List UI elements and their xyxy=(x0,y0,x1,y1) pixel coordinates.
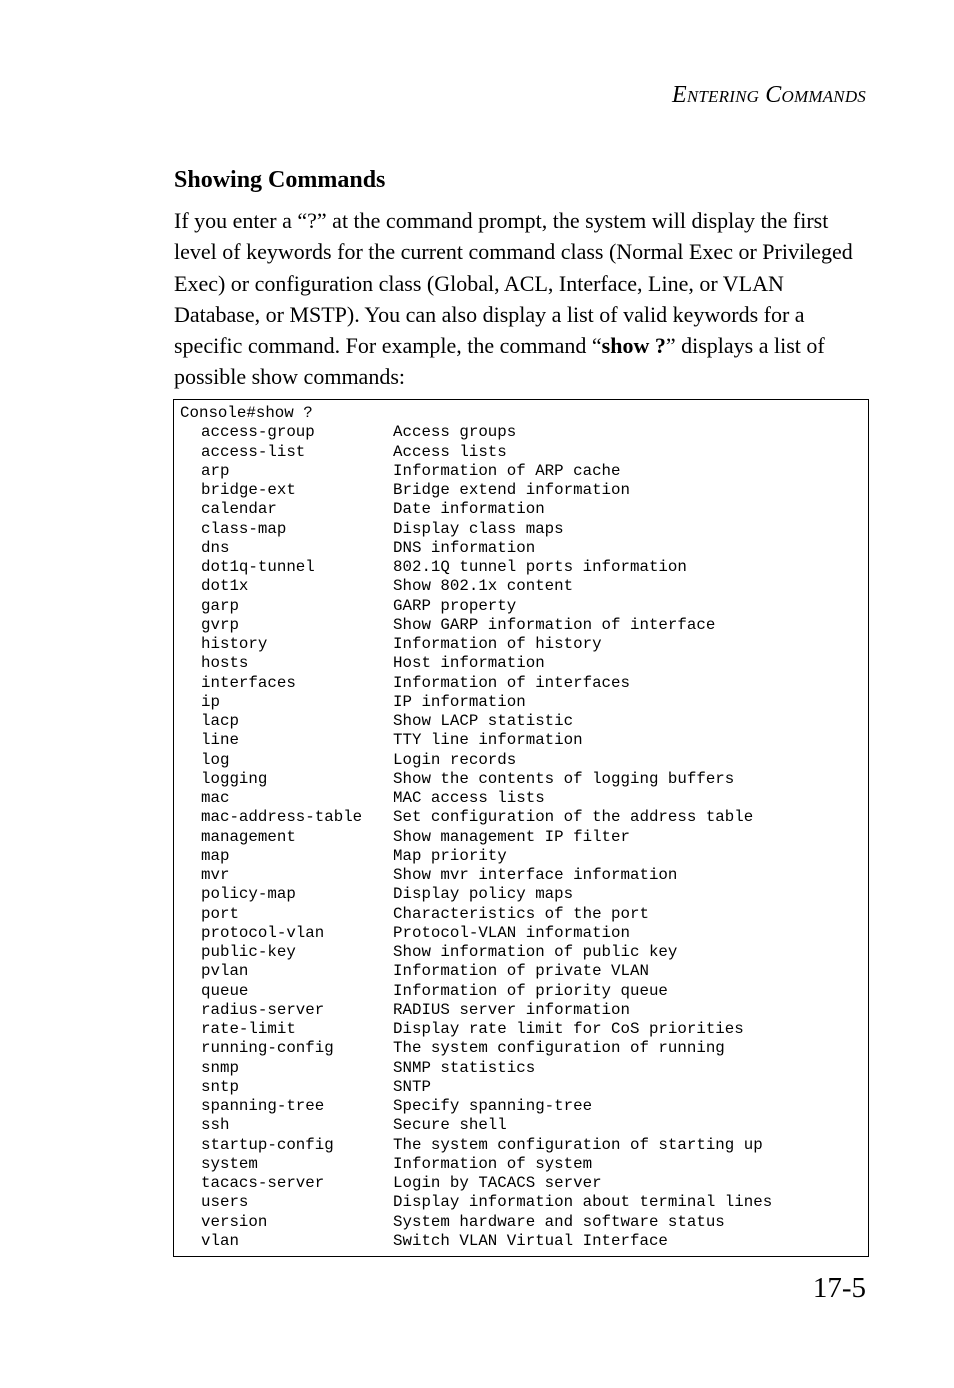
command-description: Display policy maps xyxy=(393,885,574,904)
command-row xyxy=(180,1078,868,1097)
command-row xyxy=(180,443,868,462)
command-description: Show LACP statistic xyxy=(393,712,574,730)
command-description: Show 802.1x content xyxy=(393,577,574,596)
command-keyword: mac xyxy=(201,789,230,807)
command-keyword: dns xyxy=(201,538,230,557)
command-row xyxy=(180,789,868,808)
command-row xyxy=(180,558,868,577)
command-description: SNMP statistics xyxy=(393,1058,536,1077)
command-row xyxy=(180,1155,868,1174)
command-keyword: mac-address-table xyxy=(201,808,363,827)
command-description: SNTP xyxy=(393,1077,431,1096)
command-row xyxy=(180,808,868,827)
command-description: The system configuration of starting up xyxy=(393,1135,763,1154)
running-header: Entering Commands xyxy=(671,82,866,108)
command-keyword: map xyxy=(201,846,230,865)
command-description: Show GARP information of interface xyxy=(393,615,716,634)
command-row xyxy=(180,982,868,1001)
intro-command-bold: show ? xyxy=(601,333,666,359)
command-keyword: ip xyxy=(201,692,220,711)
command-keyword: sntp xyxy=(201,1077,239,1096)
command-description: Access lists xyxy=(393,442,507,461)
command-keyword: users xyxy=(201,1193,249,1212)
command-keyword: line xyxy=(201,731,239,750)
command-row xyxy=(180,866,868,885)
command-keyword: bridge-ext xyxy=(201,481,296,499)
page-number: 17-5 xyxy=(812,1272,866,1304)
command-description: Bridge extend information xyxy=(393,481,630,499)
command-description: Set configuration of the address table xyxy=(393,808,754,827)
console-prompt: Console#show ? xyxy=(180,404,313,422)
command-description: MAC access lists xyxy=(393,789,545,807)
command-description: Show management IP filter xyxy=(393,827,630,846)
command-description: Characteristics of the port xyxy=(393,904,649,923)
command-description: Information of ARP cache xyxy=(393,461,621,480)
command-row xyxy=(180,1193,868,1212)
command-row xyxy=(180,1213,868,1232)
command-keyword: gvrp xyxy=(201,615,239,634)
command-description: The system configuration of running xyxy=(393,1039,725,1058)
command-keyword: management xyxy=(201,827,296,846)
command-keyword: arp xyxy=(201,461,230,480)
command-row xyxy=(180,500,868,519)
command-keyword: dot1x xyxy=(201,577,249,596)
command-row xyxy=(180,481,868,500)
command-description: Protocol-VLAN information xyxy=(393,923,630,942)
command-keyword: calendar xyxy=(201,500,277,519)
command-row xyxy=(180,962,868,981)
command-description: RADIUS server information xyxy=(393,1000,630,1019)
command-description: Information of interfaces xyxy=(393,673,630,692)
command-keyword: dot1q-tunnel xyxy=(201,558,315,576)
command-row xyxy=(180,1020,868,1039)
command-row xyxy=(180,712,868,731)
command-description: 802.1Q tunnel ports information xyxy=(393,558,687,576)
command-keyword: ssh xyxy=(201,1116,230,1135)
command-row xyxy=(180,597,868,616)
command-description: Information of priority queue xyxy=(393,981,668,1000)
command-keyword: log xyxy=(201,750,230,769)
section-title: Showing Commands xyxy=(174,167,386,193)
command-description: Show the contents of logging buffers xyxy=(393,769,735,788)
command-description: Specify spanning-tree xyxy=(393,1097,593,1115)
command-keyword: radius-server xyxy=(201,1000,325,1019)
command-description: Access groups xyxy=(393,423,517,442)
command-keyword: vlan xyxy=(201,1231,239,1250)
command-list xyxy=(180,423,868,1251)
command-row xyxy=(180,828,868,847)
command-description: Login records xyxy=(393,750,517,769)
command-keyword: class-map xyxy=(201,519,287,538)
command-row xyxy=(180,654,868,673)
command-description: Date information xyxy=(393,500,545,519)
command-keyword: protocol-vlan xyxy=(201,923,325,942)
command-row xyxy=(180,674,868,693)
command-description: Switch VLAN Virtual Interface xyxy=(393,1231,668,1250)
command-row xyxy=(180,616,868,635)
command-keyword: version xyxy=(201,1212,268,1231)
command-row xyxy=(180,731,868,750)
command-row xyxy=(180,1136,868,1155)
command-keyword: snmp xyxy=(201,1058,239,1077)
command-keyword: policy-map xyxy=(201,885,296,904)
command-description: System hardware and software status xyxy=(393,1212,725,1231)
command-description: Show information of public key xyxy=(393,943,678,961)
command-description: Information of history xyxy=(393,635,602,653)
command-description: Host information xyxy=(393,654,545,673)
command-row xyxy=(180,1039,868,1058)
command-row xyxy=(180,1097,868,1116)
command-description: Display class maps xyxy=(393,519,564,538)
command-keyword: interfaces xyxy=(201,673,296,692)
command-keyword: pvlan xyxy=(201,962,249,981)
command-row xyxy=(180,577,868,596)
command-keyword: queue xyxy=(201,981,249,1000)
command-row xyxy=(180,770,868,789)
command-description: Display information about terminal lines xyxy=(393,1193,773,1212)
command-keyword: public-key xyxy=(201,943,296,961)
command-description: Login by TACACS server xyxy=(393,1174,602,1192)
command-description: Display rate limit for CoS priorities xyxy=(393,1020,744,1038)
command-row xyxy=(180,1059,868,1078)
command-keyword: tacacs-server xyxy=(201,1174,325,1192)
command-row xyxy=(180,520,868,539)
command-description: Show mvr interface information xyxy=(393,866,678,884)
command-description: GARP property xyxy=(393,596,517,615)
command-row xyxy=(180,924,868,943)
command-description: Information of private VLAN xyxy=(393,962,649,981)
command-keyword: mvr xyxy=(201,866,230,884)
command-description: Secure shell xyxy=(393,1116,507,1135)
command-row xyxy=(180,1001,868,1020)
command-keyword: port xyxy=(201,904,239,923)
command-description: TTY line information xyxy=(393,731,583,750)
command-keyword: access-group xyxy=(201,423,315,442)
command-row xyxy=(180,1116,868,1135)
command-row xyxy=(180,905,868,924)
command-keyword: system xyxy=(201,1154,258,1173)
command-row xyxy=(180,635,868,654)
command-description: Map priority xyxy=(393,846,507,865)
command-row xyxy=(180,885,868,904)
command-row xyxy=(180,943,868,962)
command-description: Information of system xyxy=(393,1154,593,1173)
command-keyword: logging xyxy=(201,769,268,788)
command-row xyxy=(180,693,868,712)
console-output-box xyxy=(173,399,869,1257)
command-description: DNS information xyxy=(393,538,536,557)
command-keyword: spanning-tree xyxy=(201,1097,325,1115)
command-keyword: rate-limit xyxy=(201,1020,296,1038)
command-keyword: hosts xyxy=(201,654,249,673)
command-row xyxy=(180,847,868,866)
command-row xyxy=(180,423,868,442)
command-row xyxy=(180,1174,868,1193)
command-keyword: lacp xyxy=(201,712,239,730)
command-keyword: access-list xyxy=(201,442,306,461)
command-keyword: startup-config xyxy=(201,1135,334,1154)
command-row xyxy=(180,539,868,558)
command-keyword: history xyxy=(201,635,268,653)
command-row xyxy=(180,462,868,481)
intro-paragraph xyxy=(174,205,874,393)
command-description: IP information xyxy=(393,692,526,711)
command-keyword: garp xyxy=(201,596,239,615)
command-row xyxy=(180,1232,868,1251)
command-row xyxy=(180,751,868,770)
command-keyword: running-config xyxy=(201,1039,334,1058)
intro-text-before: If you enter a “?” at the command prompt, the system will display the first level of keywords for the current command class (Normal Exec or Privileged Exec) or configuration class (Global, ACL, Interface, Line, or VLAN Database, or MSTP). You can also display a list of valid keywords for a specific command. For example, the command “ xyxy=(174,208,853,359)
intro-text-after: ” displays a list of possible show commands: xyxy=(174,333,825,390)
